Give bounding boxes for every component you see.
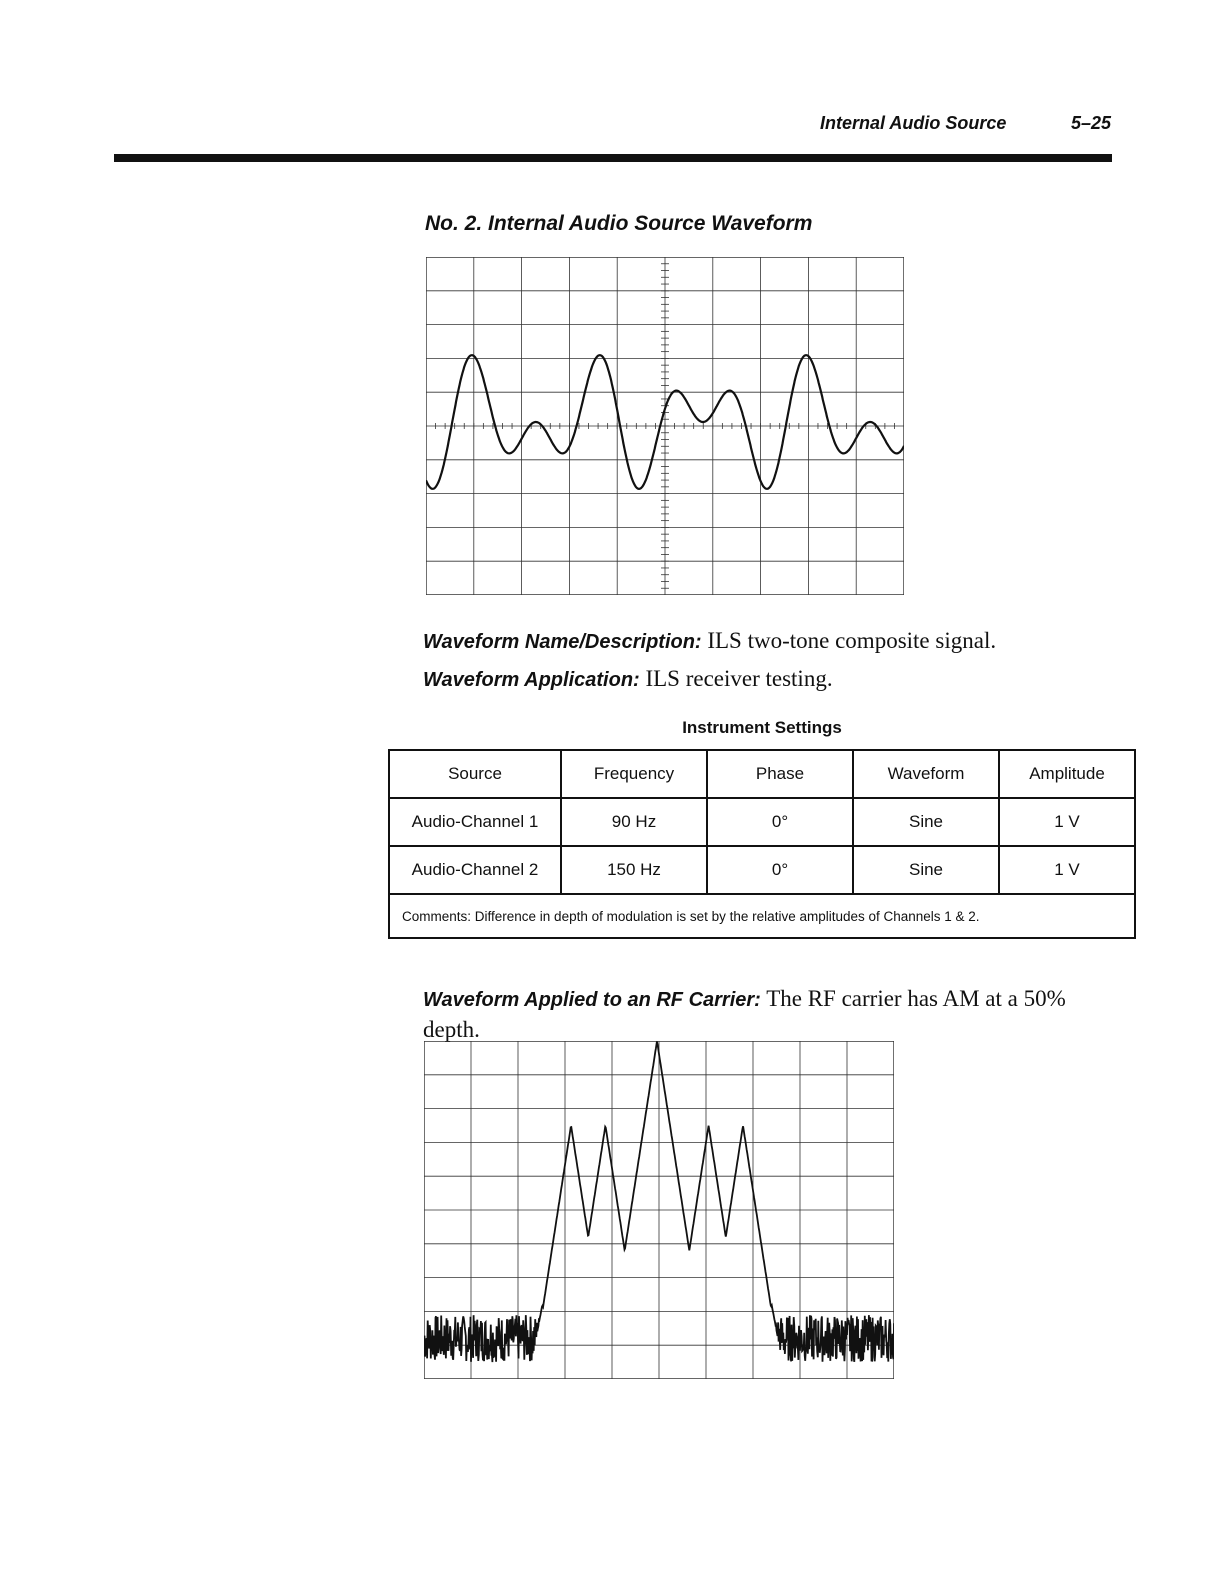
header-rule (114, 154, 1112, 162)
oscilloscope-waveform-display (426, 257, 904, 595)
running-title: Internal Audio Source (820, 113, 1007, 133)
waveform-name-line (423, 626, 1123, 657)
rf-carrier-paragraph (423, 984, 1123, 1045)
table-header-row (389, 750, 1135, 798)
waveform-application-label: Waveform Application: (423, 669, 640, 691)
section-title: No. 2. Internal Audio Source Waveform (425, 212, 813, 235)
waveform-name-value: ILS two-tone composite signal. (707, 628, 997, 653)
instrument-settings-table (388, 749, 1136, 939)
comments-row (389, 894, 1135, 938)
comments-cell: Comments: Difference in depth of modulation is set by the relative amplitudes of Channels 1 & 2. (389, 894, 1135, 938)
table-cell: Audio-Channel 2 (389, 846, 561, 894)
column-header: Frequency (561, 750, 707, 798)
table-cell: Sine (853, 846, 999, 894)
spectrum-graticule (424, 1041, 894, 1379)
table-cell: Audio-Channel 1 (389, 798, 561, 846)
table-cell: Sine (853, 798, 999, 846)
table-cell: 0° (707, 846, 853, 894)
column-header: Amplitude (999, 750, 1135, 798)
waveform-application-value: ILS receiver testing. (645, 666, 833, 691)
column-header: Waveform (853, 750, 999, 798)
rf-carrier-label: Waveform Applied to an RF Carrier: (423, 989, 761, 1011)
waveform-name-label: Waveform Name/Description: (423, 631, 702, 653)
spectrum-analyzer-display (424, 1041, 894, 1379)
table-cell: 1 V (999, 798, 1135, 846)
column-header: Phase (707, 750, 853, 798)
table-caption: Instrument Settings (682, 718, 842, 737)
column-header: Source (389, 750, 561, 798)
table-row (389, 846, 1135, 894)
table-cell: 0° (707, 798, 853, 846)
table-cell: 90 Hz (561, 798, 707, 846)
table-cell: 150 Hz (561, 846, 707, 894)
rf-carrier-text: The RF carrier has AM at a 50% depth. (423, 986, 1066, 1042)
waveform-application-line (423, 664, 1123, 695)
page-number: 5–25 (1071, 113, 1112, 133)
table-row (389, 798, 1135, 846)
table-cell: 1 V (999, 846, 1135, 894)
